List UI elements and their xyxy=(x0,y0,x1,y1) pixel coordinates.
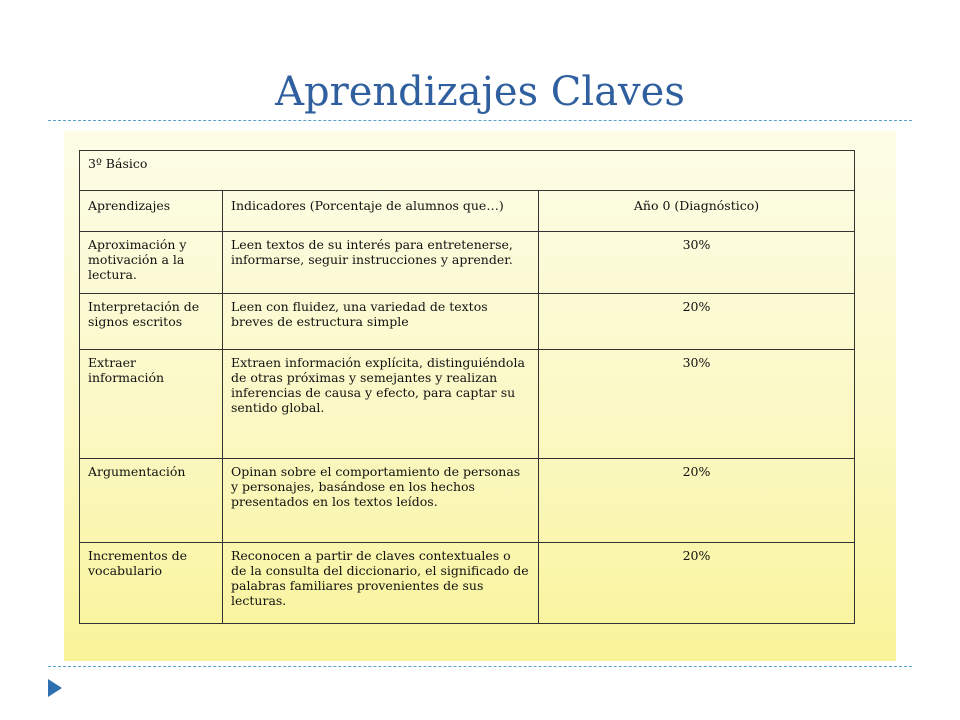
row-aprendizaje: Argumentación xyxy=(80,459,223,543)
row-indicador: Leen textos de su interés para entretenerse, informarse, seguir instrucciones y aprender. xyxy=(223,232,539,294)
header-ano-0: Año 0 (Diagnóstico) xyxy=(539,191,855,232)
row-aprendizaje: Aproximación y motivación a la lectura. xyxy=(80,232,223,294)
row-indicador: Reconocen a partir de claves contextuales o de la consulta del diccionario, el significado de palabras familiares provenientes de sus lecturas. xyxy=(223,543,539,624)
row-valor: 30% xyxy=(539,232,855,294)
row-valor: 20% xyxy=(539,294,855,350)
row-aprendizaje: Extraer información xyxy=(80,350,223,459)
row-valor: 20% xyxy=(539,543,855,624)
table-caption-row xyxy=(80,151,855,191)
learning-table xyxy=(79,150,855,624)
row-valor: 30% xyxy=(539,350,855,459)
table-row xyxy=(80,294,855,350)
row-indicador: Opinan sobre el comportamiento de personas y personajes, basándose en los hechos presentados en los textos leídos. xyxy=(223,459,539,543)
table-row xyxy=(80,543,855,624)
play-triangle-icon xyxy=(47,678,63,698)
table-row xyxy=(80,232,855,294)
table-row xyxy=(80,350,855,459)
bottom-divider xyxy=(48,666,912,667)
row-indicador: Leen con fluidez, una variedad de textos breves de estructura simple xyxy=(223,294,539,350)
top-divider xyxy=(48,120,912,121)
row-aprendizaje: Incrementos de vocabulario xyxy=(80,543,223,624)
row-aprendizaje: Interpretación de signos escritos xyxy=(80,294,223,350)
header-aprendizajes: Aprendizajes xyxy=(80,191,223,232)
row-valor: 20% xyxy=(539,459,855,543)
table-row xyxy=(80,459,855,543)
table-caption: 3º Básico xyxy=(80,151,855,191)
slide-title: Aprendizajes Claves xyxy=(275,69,685,115)
table-header-row xyxy=(80,191,855,232)
header-indicadores: Indicadores (Porcentaje de alumnos que…) xyxy=(223,191,539,232)
row-indicador: Extraen información explícita, distinguiéndola de otras próximas y semejantes y realizan inferencias de causa y efecto, para captar su sentido global. xyxy=(223,350,539,459)
